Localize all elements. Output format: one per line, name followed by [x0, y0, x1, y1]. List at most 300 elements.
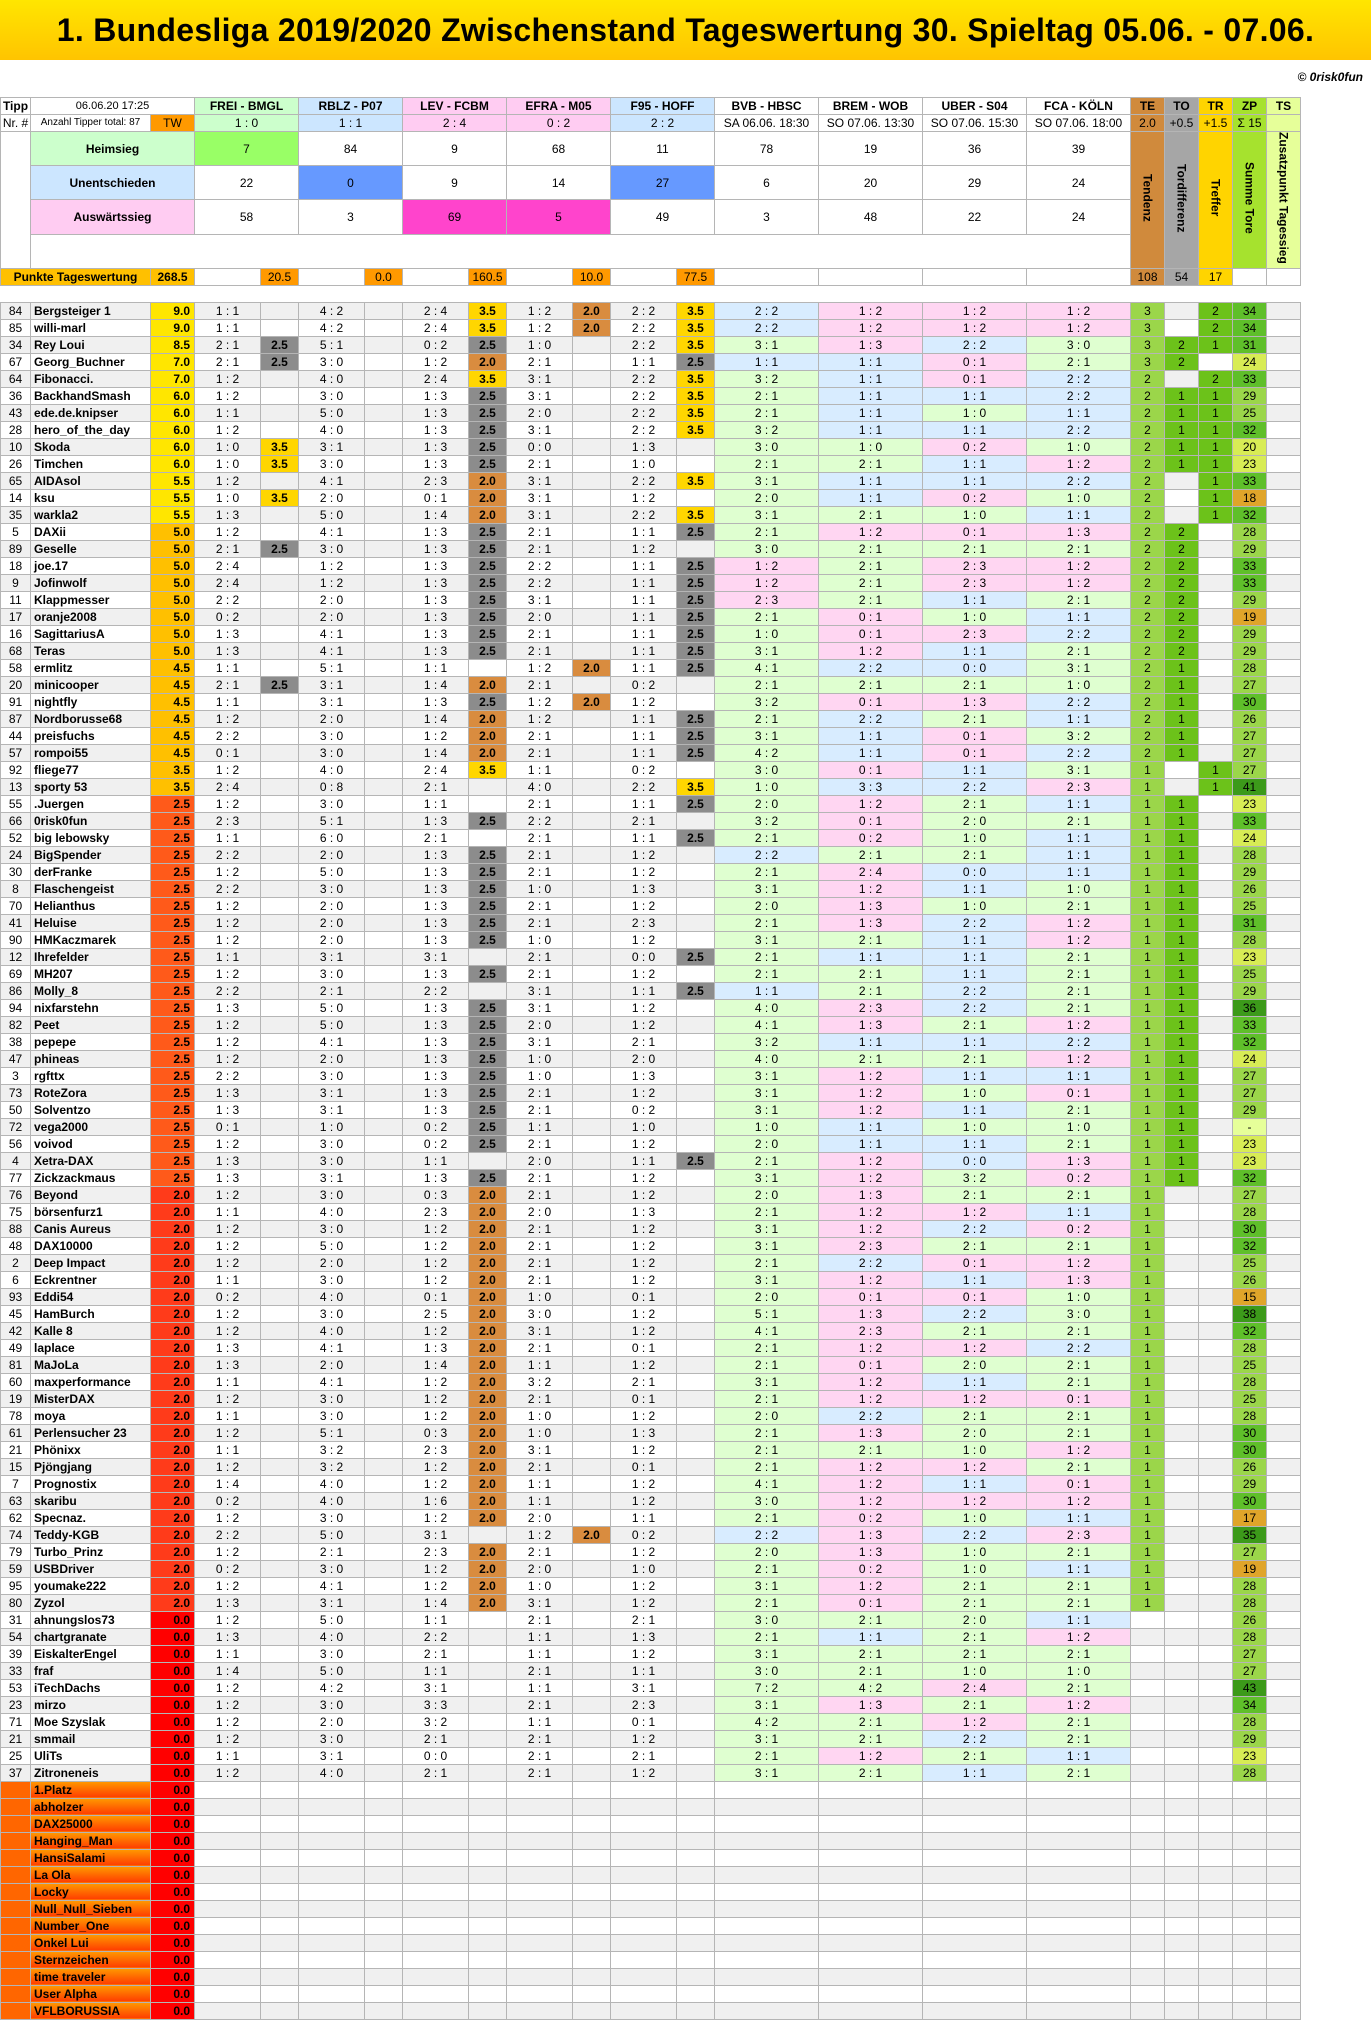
tip-points: 3.5 [677, 319, 715, 336]
tip-points [261, 1220, 299, 1237]
to-value: 1 [1165, 880, 1199, 897]
tip-cell: 2 : 1 [507, 353, 573, 370]
player-name: VFLBORUSSIA [31, 2002, 151, 2019]
table-row [1, 1628, 1301, 1645]
tip-cell: 1 : 2 [819, 1458, 923, 1475]
table-row [1, 1271, 1301, 1288]
tr-value [1199, 1339, 1233, 1356]
tip-cell: 5 : 0 [299, 1237, 365, 1254]
to-value: 1 [1165, 710, 1199, 727]
tip-cell: 3 : 1 [299, 1747, 365, 1764]
tip-points [365, 1169, 403, 1186]
to-value: 2 [1165, 353, 1199, 370]
ts-value [1267, 404, 1301, 421]
tip-cell: 2 : 1 [507, 1764, 573, 1781]
table-row [1, 880, 1301, 897]
table-row [1, 778, 1301, 795]
tip-cell: 1 : 1 [923, 455, 1027, 472]
tip-cell: 0 : 2 [1027, 1169, 1131, 1186]
tip-cell: 5 : 0 [299, 404, 365, 421]
tip-number: 37 [1, 1764, 31, 1781]
tip-points [261, 1781, 299, 1798]
tip-points: 2.5 [677, 591, 715, 608]
tip-points: 2.0 [469, 1560, 507, 1577]
tip-points [677, 761, 715, 778]
te-value: 1 [1131, 914, 1165, 931]
tip-cell: 1 : 3 [403, 557, 469, 574]
tip-points [261, 1033, 299, 1050]
ts-value [1267, 1271, 1301, 1288]
tip-cell: 2 : 0 [299, 914, 365, 931]
tip-cell: 0 : 1 [923, 370, 1027, 387]
te-value: 1 [1131, 948, 1165, 965]
tip-cell: 2 : 0 [299, 931, 365, 948]
tip-cell: 3 : 2 [299, 1458, 365, 1475]
te-value [1131, 1662, 1165, 1679]
tip-cell: 1 : 2 [1027, 302, 1131, 319]
table-row [1, 965, 1301, 982]
tip-cell: 2 : 1 [923, 540, 1027, 557]
zp-value: 32 [1233, 1169, 1267, 1186]
te-value: 1 [1131, 1492, 1165, 1509]
extra-header-te: TE [1131, 98, 1165, 115]
tip-cell: 1 : 1 [819, 387, 923, 404]
tip-points: 2.0 [469, 1322, 507, 1339]
zp-value: 27 [1233, 1662, 1267, 1679]
zp-value: 28 [1233, 1339, 1267, 1356]
tip-points [573, 744, 611, 761]
tip-cell: 1 : 1 [923, 387, 1027, 404]
tip-cell: 1 : 1 [819, 404, 923, 421]
tip-cell: 2 : 1 [507, 897, 573, 914]
tip-cell: 2 : 1 [1027, 812, 1131, 829]
tip-points [261, 1917, 299, 1934]
to-value [1165, 1475, 1199, 1492]
tip-cell: 1 : 2 [299, 557, 365, 574]
tip-cell: 2 : 1 [1027, 1543, 1131, 1560]
tip-cell: 1 : 0 [611, 455, 677, 472]
tip-cell [507, 1917, 573, 1934]
tr-value [1199, 999, 1233, 1016]
tip-points [365, 540, 403, 557]
player-points: 9.0 [151, 302, 195, 319]
te-value: 1 [1131, 1067, 1165, 1084]
tip-cell: 2 : 1 [1027, 1577, 1131, 1594]
tip-points [573, 2002, 611, 2019]
tip-cell: 0 : 2 [819, 1509, 923, 1526]
table-row [1, 455, 1301, 472]
tip-cell: 0 : 2 [611, 1526, 677, 1543]
tip-points [261, 744, 299, 761]
player-name: Bergsteiger 1 [31, 302, 151, 319]
ts-value [1267, 1050, 1301, 1067]
tip-points: 3.5 [261, 455, 299, 472]
tr-value [1199, 829, 1233, 846]
table-row [1, 404, 1301, 421]
ts-value [1267, 1424, 1301, 1441]
tip-cell: 2 : 1 [507, 1271, 573, 1288]
tr-value [1199, 1288, 1233, 1305]
tip-points [573, 1815, 611, 1832]
tip-cell: 0 : 2 [403, 1118, 469, 1135]
te-value [1131, 1883, 1165, 1900]
tip-points [677, 676, 715, 693]
player-points: 2.5 [151, 1016, 195, 1033]
tip-points [261, 1645, 299, 1662]
tip-cell: 2 : 1 [819, 540, 923, 557]
tr-value [1199, 1730, 1233, 1747]
tip-cell: 1 : 4 [403, 744, 469, 761]
player-points: 8.5 [151, 336, 195, 353]
tip-points [261, 1713, 299, 1730]
tip-points [573, 1509, 611, 1526]
tip-cell: 2 : 2 [195, 727, 261, 744]
tip-points [573, 761, 611, 778]
tip-cell: 1 : 2 [819, 1084, 923, 1101]
tip-cell: 0 : 2 [611, 761, 677, 778]
tip-points [469, 1781, 507, 1798]
tr-value [1199, 1356, 1233, 1373]
ts-value [1267, 1934, 1301, 1951]
tip-points: 3.5 [677, 370, 715, 387]
player-name: Georg_Buchner [31, 353, 151, 370]
zp-value: 25 [1233, 1390, 1267, 1407]
te-value: 1 [1131, 829, 1165, 846]
game-result: SA 06.06. 18:30 [715, 115, 819, 132]
player-name: DAXii [31, 523, 151, 540]
tip-cell: 1 : 2 [819, 642, 923, 659]
tip-cell: 3 : 1 [715, 1577, 819, 1594]
table-row [1, 1781, 1301, 1798]
tip-points [573, 557, 611, 574]
tip-points [261, 1883, 299, 1900]
player-points: 0.0 [151, 1985, 195, 2002]
tip-points [677, 438, 715, 455]
tip-cell [507, 2002, 573, 2019]
tip-cell: 1 : 2 [611, 1645, 677, 1662]
tr-value [1199, 1594, 1233, 1611]
tip-cell: 5 : 0 [299, 506, 365, 523]
tip-points [365, 1832, 403, 1849]
zp-value: 31 [1233, 914, 1267, 931]
tip-points [261, 1288, 299, 1305]
tip-cell [195, 1798, 261, 1815]
ts-value [1267, 880, 1301, 897]
tip-cell: 1 : 3 [195, 506, 261, 523]
tip-cell: 2 : 2 [611, 302, 677, 319]
table-row [1, 591, 1301, 608]
player-points: 2.5 [151, 897, 195, 914]
tip-cell: 1 : 3 [403, 897, 469, 914]
datetime: 06.06.20 17:25 [31, 98, 195, 115]
ts-value [1267, 1492, 1301, 1509]
tip-points: 2.5 [261, 676, 299, 693]
tip-points [365, 608, 403, 625]
tip-points [365, 302, 403, 319]
tip-cell: 2 : 2 [1027, 1033, 1131, 1050]
player-name: Klappmesser [31, 591, 151, 608]
game-header: UBER - S04 [923, 98, 1027, 115]
tip-cell: 1 : 1 [611, 574, 677, 591]
tip-cell: 2 : 1 [1027, 1135, 1131, 1152]
ts-value [1267, 659, 1301, 676]
tip-points [261, 1577, 299, 1594]
tip-points [573, 1577, 611, 1594]
tip-number: 33 [1, 1662, 31, 1679]
tip-number: 28 [1, 421, 31, 438]
tip-points [261, 1492, 299, 1509]
player-points: 2.5 [151, 880, 195, 897]
tip-cell [923, 1798, 1027, 1815]
tip-cell: 3 : 1 [715, 472, 819, 489]
to-value [1165, 1866, 1199, 1883]
tip-cell: 2 : 4 [403, 761, 469, 778]
te-value: 1 [1131, 761, 1165, 778]
tr-value [1199, 1271, 1233, 1288]
tip-points [573, 710, 611, 727]
tip-cell: 0 : 1 [923, 1254, 1027, 1271]
tip-cell: 3 : 0 [299, 387, 365, 404]
player-points: 2.5 [151, 1050, 195, 1067]
tip-number: 45 [1, 1305, 31, 1322]
tip-cell: 3 : 1 [299, 438, 365, 455]
tip-points [365, 438, 403, 455]
tip-points [365, 421, 403, 438]
tip-number: 67 [1, 353, 31, 370]
tip-number: 80 [1, 1594, 31, 1611]
tip-cell: 1 : 2 [923, 1339, 1027, 1356]
table-row [1, 795, 1301, 812]
tip-points [573, 880, 611, 897]
tip-cell: 3 : 1 [611, 1679, 677, 1696]
tip-points [573, 1645, 611, 1662]
te-value: 1 [1131, 1254, 1165, 1271]
ts-value [1267, 608, 1301, 625]
player-points: 2.0 [151, 1220, 195, 1237]
tip-cell: 1 : 2 [1027, 1628, 1131, 1645]
te-value [1131, 1917, 1165, 1934]
tip-cell: 2 : 1 [819, 1050, 923, 1067]
tip-cell: 1 : 2 [403, 1220, 469, 1237]
tip-points: 2.5 [469, 1118, 507, 1135]
tip-cell: 3 : 0 [715, 1611, 819, 1628]
blank [1, 132, 31, 269]
tr-value [1199, 1849, 1233, 1866]
tip-cell: 1 : 1 [1027, 1747, 1131, 1764]
player-points: 5.0 [151, 591, 195, 608]
tr-value [1199, 1713, 1233, 1730]
ts-value [1267, 1220, 1301, 1237]
tip-points: 3.5 [677, 404, 715, 421]
zp-value: 33 [1233, 812, 1267, 829]
tip-cell: 1 : 1 [1027, 506, 1131, 523]
tip-cell: 3 : 0 [299, 1696, 365, 1713]
tip-cell [715, 1883, 819, 1900]
tip-points: 2.5 [469, 540, 507, 557]
tip-cell: 3 : 3 [403, 1696, 469, 1713]
tip-points [573, 778, 611, 795]
ts-value [1267, 370, 1301, 387]
tip-points: 2.0 [469, 1441, 507, 1458]
player-points: 0.0 [151, 1645, 195, 1662]
tip-cell: 4 : 0 [715, 999, 819, 1016]
tip-points: 2.5 [677, 727, 715, 744]
te-value: 2 [1131, 387, 1165, 404]
tip-points: 2.0 [469, 1288, 507, 1305]
tip-points [677, 1220, 715, 1237]
table-row [1, 1696, 1301, 1713]
to-value: 2 [1165, 523, 1199, 540]
te-value: 1 [1131, 1526, 1165, 1543]
tip-cell: 3 : 0 [299, 1220, 365, 1237]
tip-points: 2.5 [469, 846, 507, 863]
tip-points [573, 846, 611, 863]
tip-cell: 1 : 3 [403, 863, 469, 880]
tip-points [365, 387, 403, 404]
tip-cell: 1 : 0 [715, 778, 819, 795]
player-points: 5.0 [151, 540, 195, 557]
tip-cell: 1 : 1 [195, 319, 261, 336]
table-row [1, 557, 1301, 574]
tip-cell: 2 : 3 [403, 1203, 469, 1220]
tip-number: 59 [1, 1560, 31, 1577]
player-points: 7.0 [151, 370, 195, 387]
tip-cell: 1 : 3 [403, 1050, 469, 1067]
tip-cell: 1 : 2 [1027, 931, 1131, 948]
player-name: Zitroneneis [31, 1764, 151, 1781]
tip-cell: 1 : 3 [403, 1033, 469, 1050]
extra-total [1233, 268, 1267, 285]
tip-points [573, 1373, 611, 1390]
tr-value [1199, 795, 1233, 812]
tip-cell: 3 : 0 [715, 438, 819, 455]
tip-cell: 1 : 2 [819, 1101, 923, 1118]
tip-cell: 2 : 0 [299, 1050, 365, 1067]
tip-points [573, 438, 611, 455]
rank-count-away: 22 [923, 200, 1027, 234]
tip-cell [715, 1900, 819, 1917]
tip-cell [715, 1934, 819, 1951]
tip-cell: 3 : 1 [507, 999, 573, 1016]
tip-points: 2.0 [469, 727, 507, 744]
tip-points [365, 1968, 403, 1985]
tip-cell [403, 1781, 469, 1798]
tip-points [573, 1237, 611, 1254]
extra-label [1233, 132, 1267, 269]
zp-value [1233, 2002, 1267, 2019]
tip-cell: 5 : 1 [299, 1424, 365, 1441]
tip-points [677, 1815, 715, 1832]
tr-value [1199, 523, 1233, 540]
ts-value [1267, 999, 1301, 1016]
extra-label [1267, 132, 1301, 269]
tip-cell [403, 1917, 469, 1934]
tip-points [261, 1866, 299, 1883]
ts-value [1267, 1917, 1301, 1934]
tip-points [365, 319, 403, 336]
zp-value: 27 [1233, 1084, 1267, 1101]
player-points: 2.5 [151, 914, 195, 931]
tip-cell [715, 1968, 819, 1985]
tip-cell [1027, 1883, 1131, 1900]
game-header: EFRA - M05 [507, 98, 611, 115]
zp-value [1233, 1798, 1267, 1815]
zp-value [1233, 1832, 1267, 1849]
rank-count-home: 68 [507, 132, 611, 166]
tip-cell: 2 : 0 [507, 1016, 573, 1033]
player-points: 2.0 [151, 1254, 195, 1271]
tip-cell: 3 : 1 [299, 1084, 365, 1101]
tip-cell: 1 : 3 [403, 999, 469, 1016]
to-value: 1 [1165, 999, 1199, 1016]
table-row [1, 693, 1301, 710]
table-row [1, 1050, 1301, 1067]
page-title: 1. Bundesliga 2019/2020 Zwischenstand Tageswertung 30. Spieltag 05.06. - 07.06. [0, 0, 1371, 60]
tip-cell: 1 : 1 [1027, 1203, 1131, 1220]
player-name: Prognostix [31, 1475, 151, 1492]
to-value [1165, 761, 1199, 778]
extra-label-text: Tendenz [1140, 174, 1155, 222]
tr-value [1199, 1237, 1233, 1254]
zp-value: 28 [1233, 659, 1267, 676]
tip-points [365, 1509, 403, 1526]
tip-points [469, 659, 507, 676]
tip-points: 2.5 [469, 1135, 507, 1152]
tip-points [261, 1118, 299, 1135]
player-points: 5.0 [151, 557, 195, 574]
te-value: 1 [1131, 1033, 1165, 1050]
tip-cell: 1 : 1 [611, 1152, 677, 1169]
tip-points: 2.5 [677, 608, 715, 625]
tip-cell: 3 : 0 [299, 455, 365, 472]
tip-cell: 1 : 3 [403, 625, 469, 642]
tip-cell: 3 : 0 [299, 1509, 365, 1526]
tip-cell [299, 2002, 365, 2019]
tip-cell: 1 : 1 [923, 1475, 1027, 1492]
tip-cell: 2 : 2 [611, 404, 677, 421]
tip-points [365, 1441, 403, 1458]
te-value [1131, 1968, 1165, 1985]
zp-value [1233, 1815, 1267, 1832]
tip-cell: 2 : 1 [923, 1696, 1027, 1713]
to-value [1165, 472, 1199, 489]
tip-points [677, 1067, 715, 1084]
player-name: ahnungslos73 [31, 1611, 151, 1628]
tip-points [469, 1968, 507, 1985]
tip-cell: 2 : 1 [923, 710, 1027, 727]
zp-value: 30 [1233, 1441, 1267, 1458]
zp-value: 34 [1233, 1696, 1267, 1713]
to-value [1165, 1730, 1199, 1747]
tip-points: 2.0 [469, 1509, 507, 1526]
player-points: 2.5 [151, 965, 195, 982]
rank-count-draw: 9 [403, 166, 507, 200]
rank-count-draw: 6 [715, 166, 819, 200]
tip-points: 2.0 [469, 1254, 507, 1271]
points-total: 268.5 [151, 268, 195, 285]
tr-value [1199, 2002, 1233, 2019]
tip-points [261, 1764, 299, 1781]
tr-value [1199, 1951, 1233, 1968]
tip-points: 2.5 [677, 710, 715, 727]
tip-points [365, 1237, 403, 1254]
tip-points [677, 1560, 715, 1577]
ts-value [1267, 1781, 1301, 1798]
te-value [1131, 1713, 1165, 1730]
tip-points [261, 880, 299, 897]
zp-value: 29 [1233, 625, 1267, 642]
tip-cell: 4 : 0 [299, 1322, 365, 1339]
